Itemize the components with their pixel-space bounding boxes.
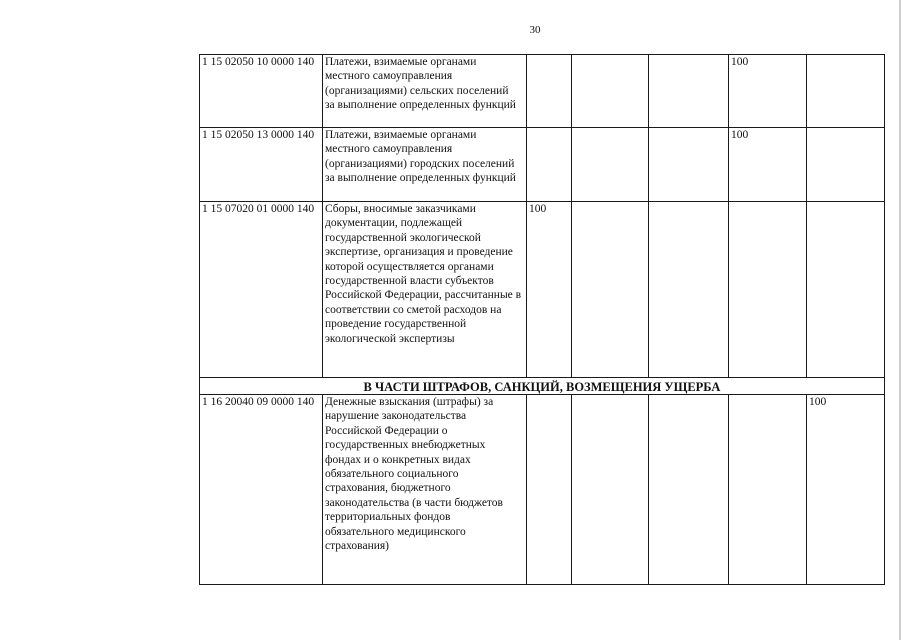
revenue-code: 1 15 02050 10 0000 140 — [200, 55, 323, 128]
value-cell — [572, 55, 649, 128]
name-line: (организациями) городских поселений — [325, 157, 515, 170]
name-line: законодательства (в части бюджетов — [325, 496, 503, 509]
name-line: за выполнение определенных функций — [325, 99, 516, 112]
revenue-name — [323, 202, 527, 378]
value-cell — [527, 55, 572, 128]
name-line: экспертизе, организация и проведение — [325, 246, 513, 259]
name-line: за выполнение определенных функций — [325, 172, 516, 185]
value-cell: 100 — [729, 128, 807, 202]
revenue-name — [323, 395, 527, 585]
value-cell — [649, 395, 729, 585]
name-line: соответствии со сметой расходов на — [325, 303, 502, 316]
name-line: Денежные взыскания (штрафы) за — [325, 396, 494, 408]
value-cell — [649, 55, 729, 128]
name-line: страхования, бюджетного — [325, 482, 451, 495]
revenue-table — [199, 54, 885, 585]
revenue-code: 1 16 20040 09 0000 140 — [200, 395, 323, 585]
section-heading: В ЧАСТИ ШТРАФОВ, САНКЦИЙ, ВОЗМЕЩЕНИЯ УЩЕРБА — [200, 378, 885, 395]
value-cell — [649, 202, 729, 378]
value-cell — [807, 55, 885, 128]
value-cell — [729, 395, 807, 585]
value-cell — [807, 202, 885, 378]
name-line: фондах и о конкретных видах — [325, 453, 471, 466]
value-cell — [572, 128, 649, 202]
revenue-code: 1 15 02050 13 0000 140 — [200, 128, 323, 202]
name-line: обязательного медицинского — [325, 525, 466, 538]
value-cell — [527, 128, 572, 202]
value-cell: 100 — [729, 55, 807, 128]
name-line: страхования) — [325, 540, 389, 553]
page-number: 30 — [529, 24, 541, 36]
name-line: местного самоуправления — [325, 70, 453, 83]
name-line: нарушение законодательства — [325, 410, 467, 423]
name-line: Платежи, взимаемые органами — [325, 129, 477, 141]
revenue-code: 1 15 07020 01 0000 140 — [200, 202, 323, 378]
table-row — [200, 128, 885, 202]
value-cell — [807, 128, 885, 202]
name-line: государственной экологической — [325, 231, 481, 244]
name-line: документации, подлежащей — [325, 217, 463, 230]
name-line: местного самоуправления — [325, 143, 453, 156]
value-cell — [572, 395, 649, 585]
value-cell — [649, 128, 729, 202]
table-row — [200, 395, 885, 585]
name-line: (организациями) сельских поселений — [325, 84, 509, 97]
name-line: проведение государственной — [325, 318, 467, 331]
value-cell — [729, 202, 807, 378]
name-line: Российской Федерации, рассчитанные в — [325, 289, 522, 302]
value-cell: 100 — [807, 395, 885, 585]
value-cell — [527, 395, 572, 585]
table-row — [200, 202, 885, 378]
name-line: Российской Федерации о — [325, 424, 448, 437]
revenue-name — [323, 55, 527, 128]
revenue-name — [323, 128, 527, 202]
scan-edge-line — [899, 0, 901, 640]
name-line: которой осуществляется органами — [325, 260, 494, 273]
table-row — [200, 55, 885, 128]
name-line: территориальных фондов — [325, 511, 451, 524]
value-cell: 100 — [527, 202, 572, 378]
value-cell — [572, 202, 649, 378]
name-line: экологической экспертизы — [325, 332, 455, 345]
name-line: обязательного социального — [325, 468, 459, 481]
section-row — [200, 378, 885, 395]
name-line: государственных внебюджетных — [325, 439, 486, 452]
name-line: государственной власти субъектов — [325, 275, 494, 288]
name-line: Платежи, взимаемые органами — [325, 56, 477, 68]
name-line: Сборы, вносимые заказчиками — [325, 203, 476, 215]
